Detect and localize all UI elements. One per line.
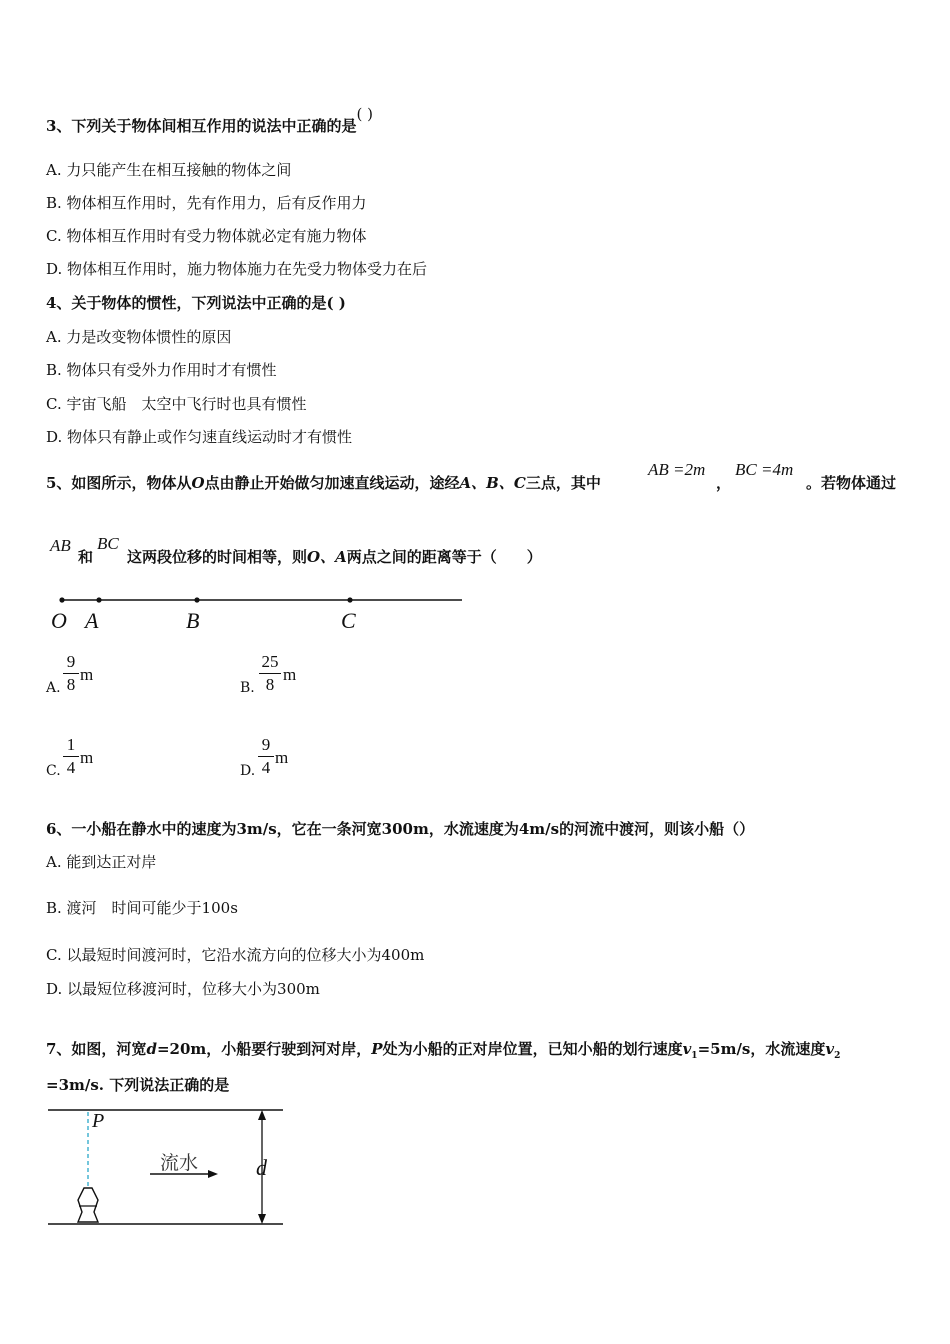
q6-stem: 6、一小船在静水中的速度为3m/s，它在一条河宽300m，水流速度为4m/s的河流中渡河，则该小船（）: [46, 820, 755, 838]
q5-option-c-unit: m: [80, 748, 94, 767]
q5-point-c: [347, 597, 352, 602]
q5-he: 和: [78, 548, 94, 566]
q3-answer-paren: ( ): [356, 105, 373, 123]
q5-option-a-fraction: 9 8: [63, 653, 79, 694]
q5-option-d-fraction: 9 4: [258, 736, 274, 777]
q5-ab-label: AB: [50, 536, 71, 555]
q5-option-d-label: D.: [240, 763, 256, 779]
q5-point-a: [96, 597, 101, 602]
q5-stem-line2: 这两段位移的时间相等，则O、A两点之间的距离等于（ ）: [127, 548, 542, 566]
q5-option-b-label: B.: [240, 680, 255, 696]
q7-stem-line1: 7、如图，河宽d=20m，小船要行驶到河对岸，P处为小船的正对岸位置，已知小船的划行速度$v_1=5m/s$，水流速度$v_2$: [46, 1040, 841, 1061]
q5-bc-label: BC: [97, 534, 119, 553]
q4-option-b: B. 物体只有受外力作用时才有惯性: [46, 361, 277, 379]
q7-boat-shape: [78, 1188, 98, 1222]
q5-option-c-label: C.: [46, 763, 61, 779]
q7-flow-arrowhead: [208, 1170, 218, 1178]
q5-stem-end: 。若物体通过: [806, 474, 897, 492]
q5-option-c-fraction: 1 4: [63, 736, 79, 777]
q5-bc-equation: BC =4m: [735, 460, 794, 479]
q7-stem-line2: =3m/s. 下列说法正确的是: [46, 1076, 230, 1094]
q5-ab-equation: AB =2m: [648, 460, 706, 479]
q7-fig-label-p: P: [92, 1110, 105, 1132]
q5-point-o: [59, 597, 64, 602]
q4-stem: 4、关于物体的惯性，下列说法中正确的是( ): [46, 294, 346, 312]
q5-option-a-unit: m: [80, 665, 94, 684]
q5-point-b: [194, 597, 199, 602]
q6-option-a: A. 能到达正对岸: [46, 853, 157, 871]
q5-fig-label-c: C: [341, 608, 356, 633]
q7-fig-label-flow: 流水: [160, 1152, 199, 1174]
q5-line-figure: [40, 588, 470, 638]
q5-comma: ，: [716, 474, 732, 492]
q6-option-b: B. 渡河 时间可能少于100s: [46, 899, 238, 917]
q6-option-d: D. 以最短位移渡河时，位移大小为300m: [46, 980, 320, 998]
q3-option-c: C. 物体相互作用时有受力物体就必定有施力物体: [46, 227, 367, 245]
q5-option-b-unit: m: [283, 665, 297, 684]
q7-fig-label-d: d: [256, 1155, 267, 1180]
q4-option-c: C. 宇宙飞船 太空中飞行时也具有惯性: [46, 395, 307, 413]
q3-option-b: B. 物体相互作用时，先有作用力，后有反作用力: [46, 194, 367, 212]
q5-stem-line1: 5、如图所示，物体从O点由静止开始做匀加速直线运动，途经A、B、C三点，其中: [46, 474, 601, 492]
q4-option-d: D. 物体只有静止或作匀速直线运动时才有惯性: [46, 428, 353, 446]
q4-option-a: A. 力是改变物体惯性的原因: [46, 328, 232, 346]
q5-option-a-label: A.: [46, 680, 61, 696]
q3-option-d: D. 物体相互作用时，施力物体施力在先受力物体受力在后: [46, 260, 428, 278]
q3-stem: 3、下列关于物体间相互作用的说法中正确的是( ): [46, 105, 373, 135]
q5-fig-label-o: O: [51, 608, 67, 633]
q5-fig-label-b: B: [186, 608, 200, 633]
q5-fig-label-a: A: [85, 608, 99, 633]
q5-option-d-unit: m: [275, 748, 289, 767]
q5-option-b-fraction: 25 8: [259, 653, 281, 694]
q3-option-a: A. 力只能产生在相互接触的物体之间: [46, 161, 292, 179]
q6-option-c: C. 以最短时间渡河时，它沿水流方向的位移大小为400m: [46, 946, 425, 964]
